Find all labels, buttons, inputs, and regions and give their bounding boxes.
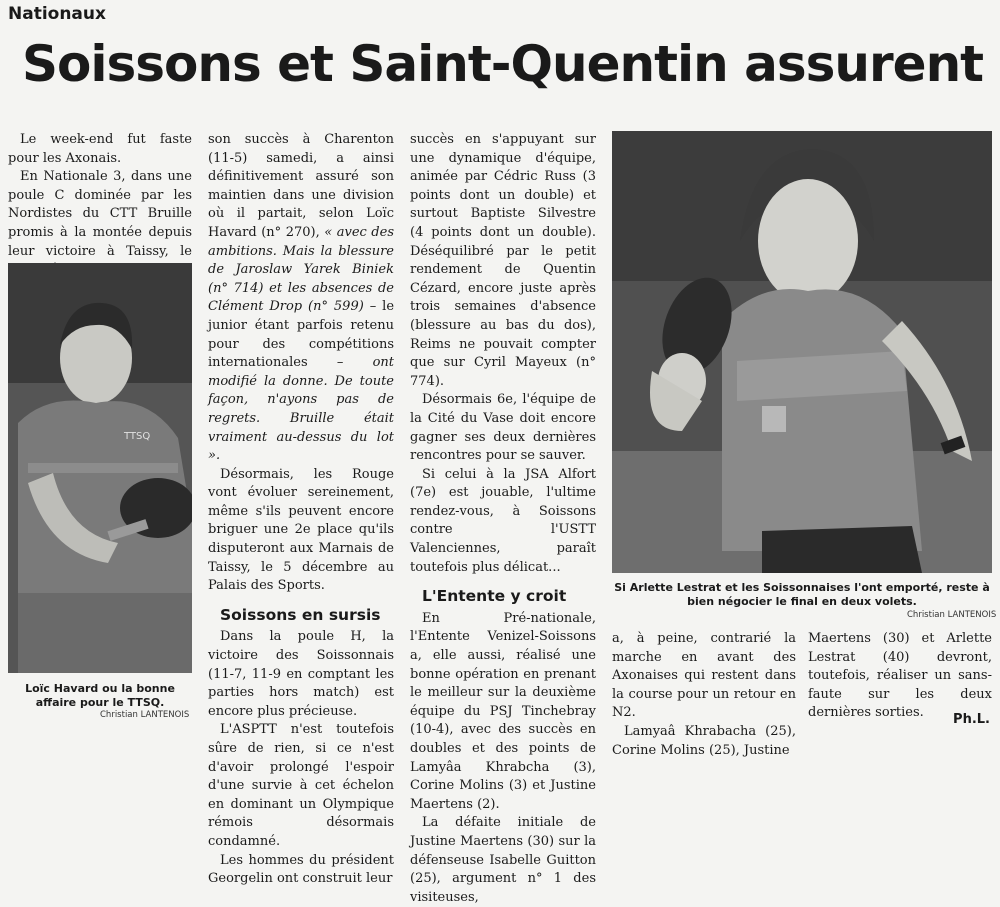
paragraph: a, à peine, contrarié la marche en avant des Axonaises qui restent dans la course pour un retour en N2. (612, 631, 796, 721)
article-column-2 (208, 131, 394, 889)
paragraph: Le week-end fut faste pour les Axonais. (8, 132, 192, 166)
paragraph: En Pré-nationale, l'Entente Venizel-Soissons a, elle aussi, réalisé une bonne opération en prenant le meilleur sur la deuxième équipe du PSJ Tinchebray (10-4), avec des succès en doubles et des points de Lamyâa Khrabcha (3), Corine Molins (3) et Justine Maertens (2). (410, 610, 596, 812)
paragraph: En Nationale 3, dans une poule C dominée par les Nordistes du CTT Bruille promis à la montée depuis leur victoire à Taissy, le (8, 169, 192, 259)
paragraph: Si celui à la JSA Alfort (7e) est jouable, l'ultime rendez-vous, à Soissons contre l'USTT Valenciennes, paraît toutefois plus délicat... (410, 466, 596, 575)
caption-left: Loïc Havard ou la bonne affaire pour le TTSQ. (25, 682, 175, 709)
caption-right: Si Arlette Lestrat et les Soissonnaises l'ont emporté, reste à bien négocier le final en deux volets. (614, 581, 990, 608)
paragraph: Lamyaâ Khrabacha (25), Corine Molins (25), Justine (612, 723, 796, 758)
photo-player-left (8, 263, 192, 673)
subheading: Soissons en sursis (220, 605, 381, 624)
paragraph: Les hommes du président Georgelin ont construit leur (208, 852, 394, 887)
paragraph: Désormais 6e, l'équipe de la Cité du Vase doit encore gagner ses deux dernières rencontres pour se sauver. (410, 392, 596, 464)
photo-credit-left: Christian LANTENOIS (100, 710, 190, 720)
paragraph: Maertens (30) et Arlette Lestrat (40) devront, toutefois, réaliser un sans-faute sur les deux dernières sorties. (808, 631, 992, 721)
article-column-4 (612, 630, 796, 760)
paragraph: L'ASPTT n'est toutefois sûre de rien, si ce n'est d'avoir prolongé l'espoir d'une survie à cet échelon en dominant un Olympique rémois désormais condamné. (208, 722, 394, 849)
article-column-1 (8, 131, 192, 280)
paragraph: Dans la poule H, la victoire des Soissonnais (11-7, 11-9 en comptant les parties hors match) est encore plus précieuse. (208, 629, 394, 719)
photo-player-right (612, 131, 992, 573)
headline: Soissons et Saint-Quentin assurent (22, 35, 984, 93)
player-left-illustration (8, 263, 192, 673)
quote-run: « avec des ambitions. Mais la blessure de Jaroslaw Yarek Biniek (n° 714) et les absences de Clément Drop (n° 599) (208, 224, 394, 315)
paragraph: Désormais, les Rouge vont évoluer sereinement, même s'ils peuvent encore briguer une 2e place qu'ils disputeront aux Marnais de Taissy, le 5 décembre au Palais des Sports. (208, 466, 394, 594)
article-column-3 (410, 131, 596, 907)
shirt-logo-text: TTSQ (124, 431, 151, 442)
paragraph (208, 131, 394, 466)
subheading: L'Entente y croit (422, 587, 567, 606)
quote-run: ont modifié la donne. De toute façon, n'ayons pas de regrets. Bruille était vraiment au-dessus du lot ». (208, 355, 394, 464)
section-rubric: Nationaux (8, 4, 106, 24)
author-signature: Ph.L. (953, 712, 990, 727)
paragraph: succès en s'appuyant sur une dynamique d'équipe, animée par Cédric Russ (3 points dont un double) et surtout Baptiste Silvestre (4 points dont un double). Déséquilibré par le petit rendement de Quentin Cézard, encore juste après trois semaines d'absence (blessure au bas du dos), Reims ne pouvait compter que sur Cyril Mayeux (n° 774). (410, 132, 596, 389)
player-right-illustration (612, 131, 992, 573)
text-run: – le junior étant parfois retenu pour des compétitions internationales – (208, 299, 395, 371)
text-run: son succès à Charenton (11-5) samedi, a ainsi définitivement assuré son maintien dans une division où il partait, selon Loïc Havard (n° 270), (208, 132, 394, 240)
paragraph: La défaite initiale de Justine Maertens (30) sur la défenseuse Isabelle Guitton (25), argument n° 1 des visiteuses, (410, 815, 596, 905)
article-column-5 (808, 630, 992, 723)
photo-credit-right: Christian LANTENOIS (907, 610, 997, 620)
